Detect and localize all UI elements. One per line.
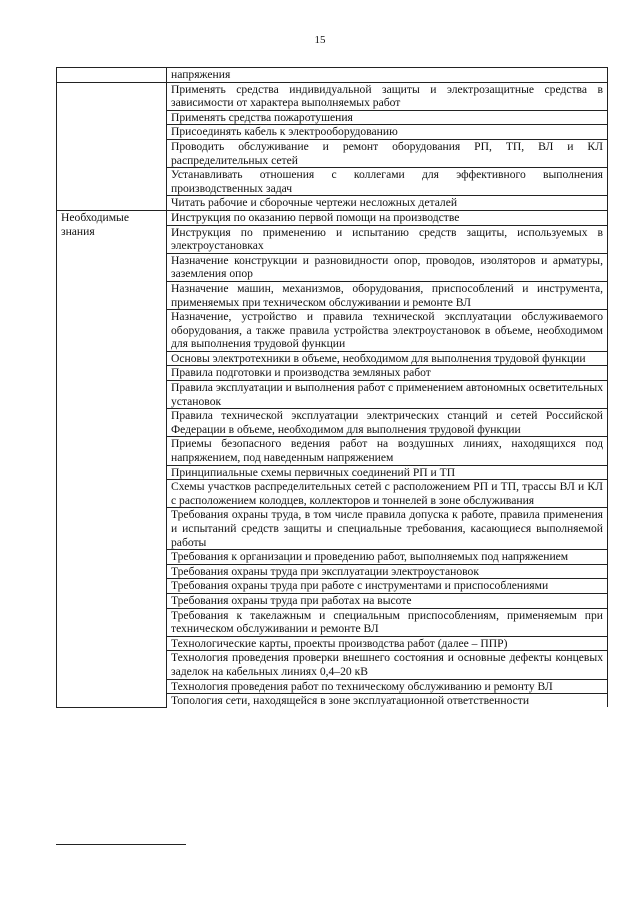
- table-bottom-rule: [56, 844, 186, 845]
- requirement-text: Схемы участков распределительных сетей с расположением РП и ТП, трассы ВЛ и КЛ с расположением колодцев, коллекторов и тоннелей в зоне обслуживания: [171, 480, 603, 507]
- requirement-text: Технология проведения работ по техническому обслуживанию и ремонту ВЛ: [171, 679, 553, 693]
- requirement-text: Применять средства пожаротушения: [171, 110, 353, 124]
- requirement-text: Требования к такелажным и специальным приспособлениям, применяемым при техническом обслуживании и ремонте ВЛ: [171, 608, 603, 636]
- requirement-cell: [167, 68, 608, 83]
- requirement-cell: [167, 679, 608, 694]
- requirement-text: Требования охраны труда при работах на высоте: [171, 593, 412, 607]
- requirement-text: Требования охраны труда при эксплуатации электроустановок: [171, 564, 479, 578]
- requirement-cell: [167, 210, 608, 225]
- requirement-text: Требования охраны труда, в том числе правила допуска к работе, правила применения и испытаний средств защиты и специальные требования, касающиеся выполняемой работы: [171, 508, 603, 549]
- requirement-text: Устанавливать отношения с коллегами для эффективного выполнения производственных задач: [171, 168, 603, 195]
- requirement-cell: [167, 366, 608, 381]
- requirements-table-body: [57, 68, 608, 708]
- requirement-cell: [167, 579, 608, 594]
- requirement-text: Применять средства индивидуальной защиты и электрозащитные средства в зависимости от характера выполняемых работ: [171, 82, 603, 110]
- requirement-text: Приемы безопасного ведения работ на воздушных линиях, находящихся под напряжением, под наведенным напряжением: [171, 437, 603, 465]
- requirement-cell: [167, 409, 608, 437]
- requirement-text: Правила подготовки и производства земляных работ: [171, 366, 431, 380]
- requirement-cell: [167, 608, 608, 636]
- requirement-cell: [167, 281, 608, 309]
- requirement-text: Назначение машин, механизмов, оборудования, приспособлений и инструмента, применяемых при техническом обслуживании и ремонте ВЛ: [171, 281, 603, 309]
- requirement-cell: [167, 139, 608, 167]
- requirement-cell: [167, 636, 608, 651]
- requirement-cell: [167, 196, 608, 211]
- requirement-cell: [167, 125, 608, 140]
- requirement-text: напряжения: [171, 68, 231, 81]
- requirement-text: Требования охраны труда при работе с инструментами и приспособлениями: [171, 579, 549, 593]
- table-row-knowledge: [57, 210, 608, 225]
- requirement-cell: [167, 381, 608, 409]
- requirement-text: Читать рабочие и сборочные чертежи несложных деталей: [171, 196, 458, 210]
- requirement-cell: [167, 651, 608, 679]
- requirement-text: Топология сети, находящейся в зоне эксплуатационной ответственности: [171, 694, 530, 708]
- requirement-cell: [167, 564, 608, 579]
- requirement-cell: [167, 480, 608, 508]
- requirement-cell: [167, 225, 608, 253]
- requirement-cell: [167, 351, 608, 366]
- requirement-cell: [167, 253, 608, 281]
- requirement-text: Технология проведения проверки внешнего состояния и основные дефекты концевых заделок на кабельных линиях 0,4–20 кВ: [171, 651, 603, 678]
- requirement-cell: [167, 593, 608, 608]
- requirement-text: Принципиальные схемы первичных соединений РП и ТП: [171, 465, 456, 479]
- requirement-text: Требования к организации и проведению работ, выполняемых под напряжением: [171, 550, 569, 564]
- requirement-cell: [167, 694, 608, 708]
- requirements-table: [56, 67, 608, 708]
- requirement-cell: [167, 508, 608, 550]
- requirement-text: Правила технической эксплуатации электрических станций и сетей Российской Федерации в объеме, необходимом для выполнения трудовой функции: [171, 409, 603, 436]
- requirement-text: Правила эксплуатации и выполнения работ с применением автономных осветительных установок: [171, 381, 603, 408]
- requirement-text: Присоединять кабель к электрооборудованию: [171, 125, 398, 139]
- requirement-cell: [167, 82, 608, 110]
- requirement-cell: [167, 465, 608, 480]
- requirement-text: Инструкция по применению и испытанию средств защиты, используемых в электроустановках: [171, 225, 603, 253]
- requirement-text: Основы электротехники в объеме, необходимом для выполнения трудовой функции: [171, 351, 586, 365]
- requirement-text: Проводить обслуживание и ремонт оборудования РП, ТП, ВЛ и КЛ распределительных сетей: [171, 139, 603, 167]
- category-label: Необходимые знания: [61, 210, 129, 238]
- requirement-text: Инструкция по оказанию первой помощи на производстве: [171, 210, 460, 224]
- table-row-skill: [57, 82, 608, 110]
- requirement-cell: [167, 110, 608, 125]
- requirement-text: Технологические карты, проекты производства работ (далее – ППР): [171, 636, 508, 650]
- requirement-text: Назначение, устройство и правила технической эксплуатации обслуживаемого оборудования, а также правила устройства электроустановок в объеме, необходимом для выполнения трудовой функции: [171, 310, 603, 351]
- requirement-cell: [167, 310, 608, 352]
- requirement-cell: [167, 550, 608, 565]
- requirement-cell: [167, 168, 608, 196]
- requirement-cell: [167, 437, 608, 465]
- category-cell-knowledge: [57, 210, 167, 707]
- category-cell: [57, 82, 167, 210]
- page-number: 15: [314, 34, 326, 46]
- requirement-text: Назначение конструкции и разновидности опор, проводов, изоляторов и арматуры, заземления опор: [171, 253, 603, 281]
- category-cell: [57, 68, 167, 83]
- table-row-continuation: [57, 68, 608, 83]
